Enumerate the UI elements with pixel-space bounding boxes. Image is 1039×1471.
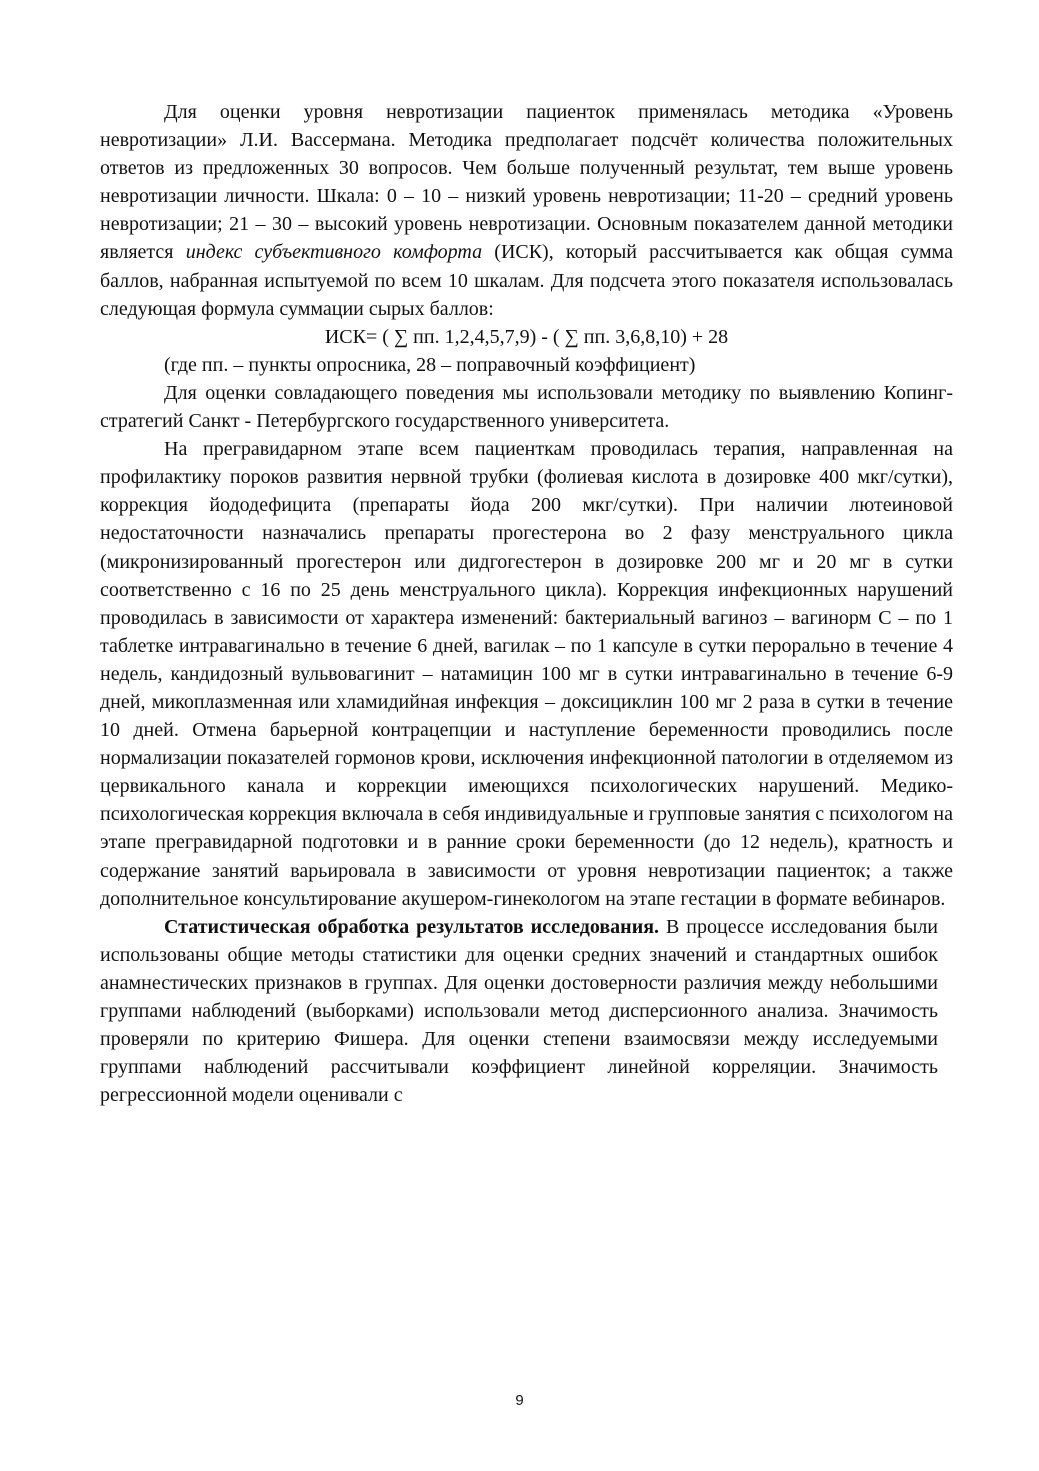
paragraph-statistics	[100, 913, 938, 1110]
paragraph-text: В процессе исследования были использованы общие методы статистики для оценки средних значений и стандартных ошибок анамнестических признаков в группах. Для оценки достоверности различия между небольшими группами наблюдений (выборками) использовали метод дисперсионного анализа. Значимость проверяли по критерию Фишера. Для оценки степени взаимосвязи между исследуемыми группами наблюдений рассчитывали коэффициент линейной корреляции. Значимость регрессионной модели оценивали с	[100, 915, 939, 1107]
formula: ИСК= ( ∑ пп. 1,2,4,5,7,9) - ( ∑ пп. 3,6,8,10) + 28	[324, 325, 729, 348]
paragraph-text: (ИСК), который рассчитывается как общая сумма баллов, набранная испытуемой по всем 10 шкалам. Для подсчета этого показателя использовалась следующая формула суммации сырых баллов:	[100, 241, 954, 320]
paragraph-coping: Для оценки совладающего поведения мы использовали методику по выявлению Копинг-стратегий Санкт - Петербургского государственного университета.	[100, 381, 953, 433]
section-heading: Статистическая обработка результатов исследования.	[164, 915, 660, 938]
italic-term: индекс субъективного комфорта	[185, 241, 483, 264]
formula-note: (где пп. – пункты опросника, 28 – поправочный коэффициент)	[164, 353, 696, 376]
paragraph-method-neuroticism	[100, 98, 953, 323]
paragraph-therapy: На прегравидарном этапе всем пациенткам проводилась терапия, направленная на профилактику пороков развития нервной трубки (фолиевая кислота в дозировке 400 мкг/сутки), коррекция йододефицита (препараты йода 200 мкг/сутки). При наличии лютеиновой недостаточности назначались препараты прогестерона во 2 фазу менструального цикла (микронизированный прогестерон или дидгогестерон в дозировке 200 мг и 20 мг в сутки соответственно с 16 по 25 день менструального цикла). Коррекция инфекционных нарушений проводилась в зависимости от характера изменений: бактериальный вагиноз – вагинорм С – по 1 таблетке интравагинально в течение 6 дней, вагилак – по 1 капсуле в сутки перорально в течение 4 недель, кандидозный вульвовагинит – натамицин 100 мг в сутки интравагинально в течение 6-9 дней, микоплазменная или хламидийная инфекция – доксициклин 100 мг 2 раза в сутки в течение 10 дней. Отмена барьерной контрацепции и наступление беременности проводились после нормализации показателей гормонов крови, исключения инфекционной патологии в отделяемом из цервикального канала и коррекции имеющихся психологических нарушений. Медико-психологическая коррекция включала в себя индивидуальные и групповые занятия с психологом на этапе прегравидарной подготовки и в ранние сроки беременности (до 12 недель), кратность и содержание занятий варьировала в зависимости от уровня невротизации пациенток; а также дополнительное консультирование акушером-гинекологом на этапе гестации в формате вебинаров.	[100, 438, 953, 910]
document-page	[100, 98, 953, 1109]
paragraph-text: Для оценки уровня невротизации пациенток применялась методика «Уровень невротизации» Л.И. Вассермана. Методика предполагает подсчёт количества положительных ответов из предложенных 30 вопросов. Чем больше полученный результат, тем выше уровень невротизации личности. Шкала: 0 – 10 – низкий уровень невротизации; 11-20 – средний уровень невротизации; 21 – 30 – высокий уровень невротизации. Основным показателем данной методики является	[100, 101, 953, 264]
page-number: 9	[515, 1392, 524, 1409]
